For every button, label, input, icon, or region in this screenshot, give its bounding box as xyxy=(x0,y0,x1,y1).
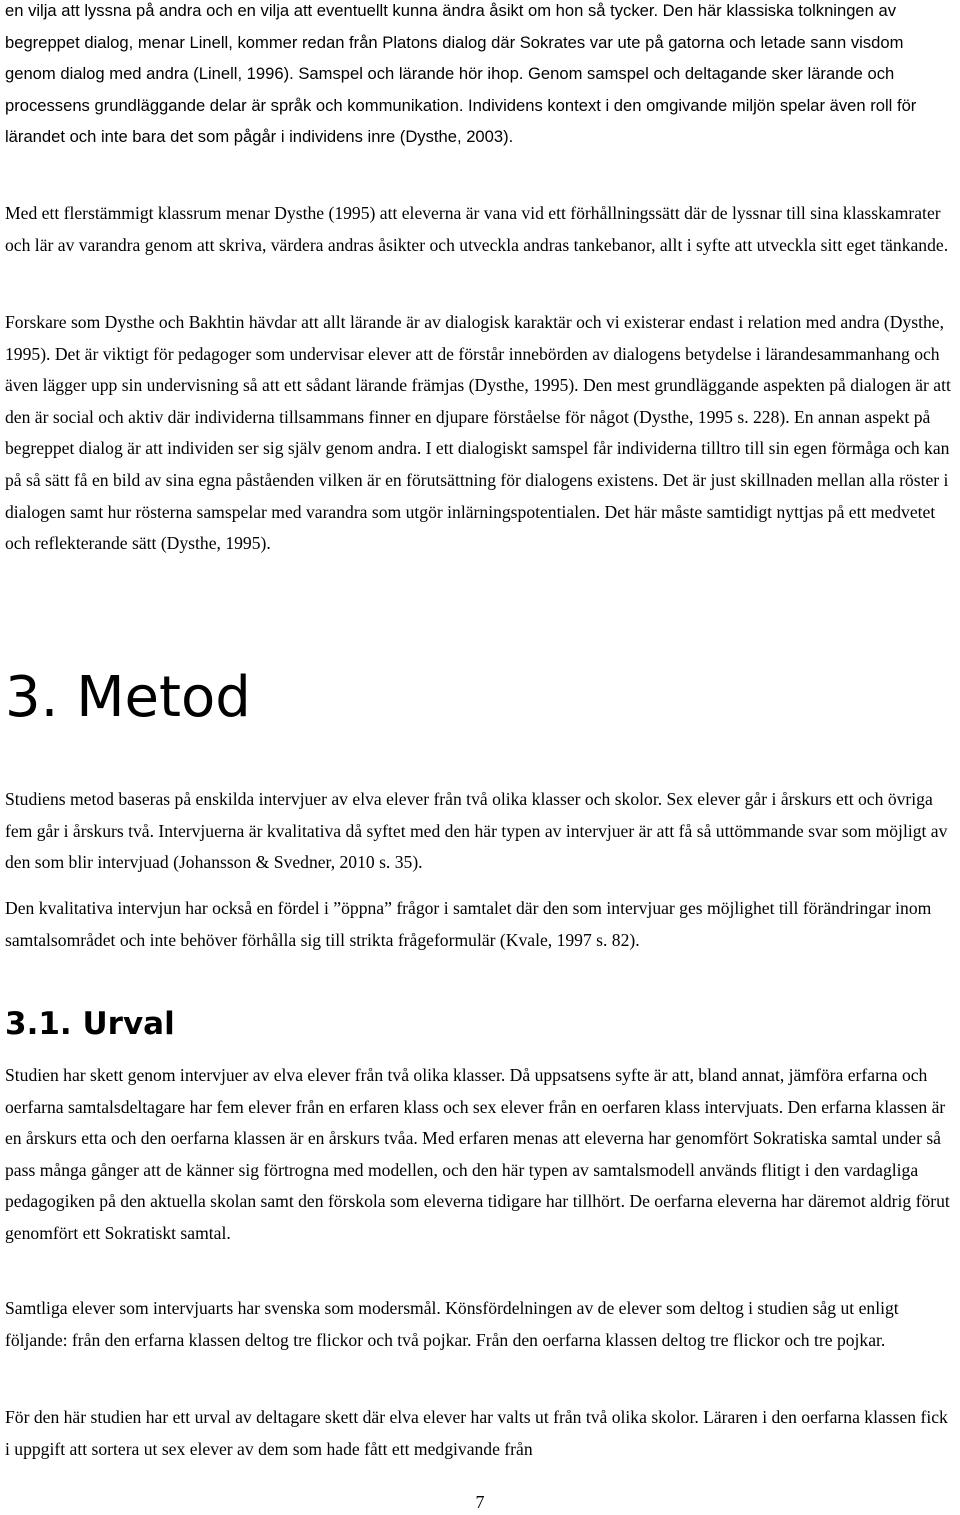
section-heading: 3. Metod xyxy=(5,665,251,730)
body-paragraph: en vilja att lyssna på andra och en vilja att eventuellt kunna ändra åsikt om hon så tycker. Den här klassiska tolkningen av begreppet dialog, menar Linell, kommer redan från Platons dialog där Sokrates var ute på gatorna och letade sann visdom genom dialog med andra (Linell, 1996). Samspel och lärande hör ihop. Genom samspel och deltagande sker lärande och processens grundläggande delar är språk och kommunikation. Individens kontext i den omgivande miljön spelar även roll för lärandet och inte bara det som pågår i individens inre (Dysthe, 2003). xyxy=(5,1,917,147)
body-paragraph: Studiens metod baseras på enskilda intervjuer av elva elever från två olika klasser och skolor. Sex elever går i årskurs ett och övriga fem går i årskurs två. Intervjuerna är kvalitativa då syftet med den här typen av intervjuer är att få så uttömmande svar som möjligt av den som blir intervjuad (Johansson & Svedner, 2010 s. 35). xyxy=(5,789,948,873)
body-paragraph: Samtliga elever som intervjuarts har svenska som modersmål. Könsfördelningen av de elever som deltog i studien såg ut enligt följande: från den erfarna klassen deltog tre flickor och två pojkar. Från den oerfarna klassen deltog tre flickor och tre pojkar. xyxy=(5,1298,899,1350)
body-paragraph: Forskare som Dysthe och Bakhtin hävdar att allt lärande är av dialogisk karaktär och vi existerar endast i relation med andra (Dysthe, 1995). Det är viktigt för pedagoger som undervisar elever att de förstår innebörden av dialogens betydelse i lärandesammanhang och även lägger upp sin undervisning så att ett sådant lärande främjas (Dysthe, 1995). Den mest grundläggande aspekten på dialogen är att den är social och aktiv där individerna tillsammans finner en djupare förståelse för något (Dysthe, 1995 s. 228). En annan aspekt på begreppet dialog är att individen ser sig själv genom andra. I ett dialogiskt samspel får individerna tilltro till sin egen förmåga och kan på så sätt få en bild av sina egna påståenden vilken är en förutsättning för dialogens existens. Det är just skillnaden mellan alla röster i dialogen samt hur rösterna samspelar med varandra som utgör inlärningspotentialen. Det här måste samtidigt nyttjas på ett medvetet och reflekterande sätt (Dysthe, 1995). xyxy=(5,312,951,554)
body-paragraph: För den här studien har ett urval av deltagare skett där elva elever har valts ut från två olika skolor. Läraren i den oerfarna klassen fick i uppgift att sortera ut sex elever av dem som hade fått ett medgivande från xyxy=(5,1407,948,1459)
body-paragraph: Den kvalitativa intervjun har också en fördel i ”öppna” frågor i samtalet där den som intervjuar ges möjlighet till förändringar inom samtalsområdet och inte behöver förhålla sig till strikta frågeformulär (Kvale, 1997 s. 82). xyxy=(5,898,932,950)
body-paragraph: Med ett flerstämmigt klassrum menar Dysthe (1995) att eleverna är vana vid ett förhållningssätt där de lyssnar till sina klasskamrater och lär av varandra genom att skriva, värdera andras åsikter och utveckla andras tankebanor, allt i syfte att utveckla sitt eget tänkande. xyxy=(5,203,949,255)
page-number: 7 xyxy=(475,1492,485,1512)
body-paragraph: Studien har skett genom intervjuer av elva elever från två olika klasser. Då uppsatsens syfte är att, bland annat, jämföra erfarna och oerfarna samtalsdeltagare har fem elever från en erfaren klass och sex elever från en oerfaren klass intervjuats. Den erfarna klassen är en årskurs etta och den oerfarna klassen är en årskurs tvåa. Med erfaren menas att eleverna har genomfört Sokratiska samtal under så pass många gånger att de känner sig förtrogna med modellen, och den här typen av samtalsmodell används flitigt i den vardagliga pedagogiken på den aktuella skolan samt den förskola som eleverna tidigare har tillhört. De oerfarna eleverna har däremot aldrig förut genomfört ett Sokratiskt samtal. xyxy=(5,1065,950,1243)
subsection-heading: 3.1. Urval xyxy=(5,1006,175,1042)
